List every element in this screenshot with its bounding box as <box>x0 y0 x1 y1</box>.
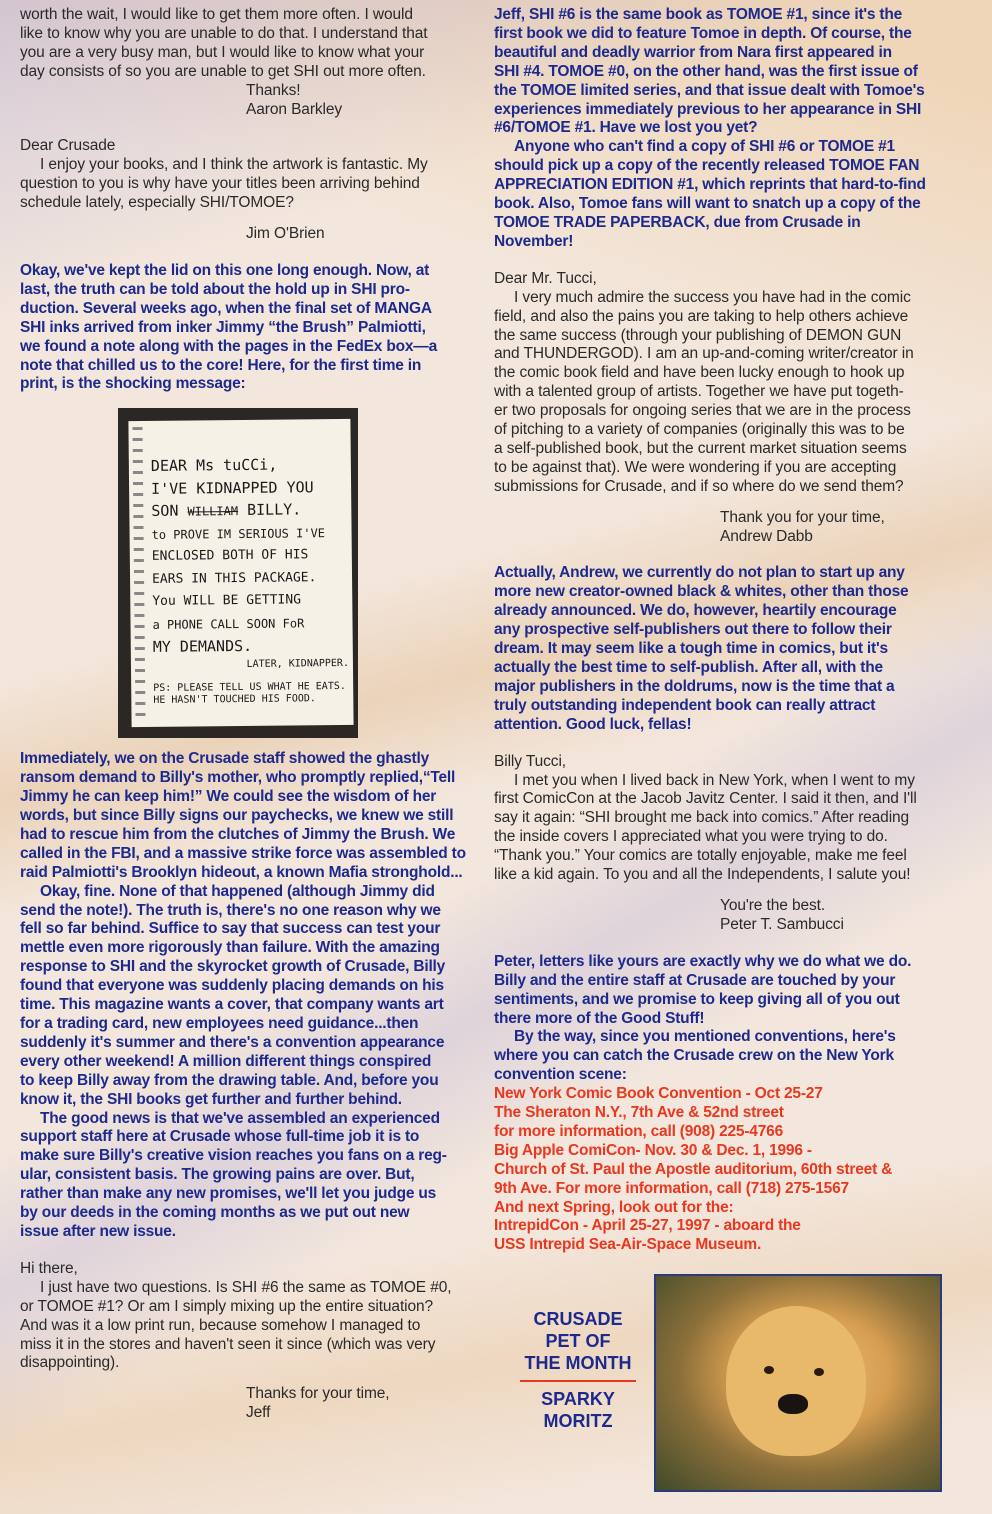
note-line: SON <box>151 501 179 521</box>
letter-line: the comic book field and have been lucky enough to hook up <box>494 364 905 382</box>
note-line: You WILL BE GETTING <box>152 592 302 610</box>
letter-line: say it again: “SHI brought me back into comics.” After reading <box>494 809 910 827</box>
reply-line: Okay, we've kept the lid on this one long enough. Now, at <box>20 261 430 279</box>
reply-line: should pick up a copy of the recently released TOMOE FAN <box>494 157 920 175</box>
reply-line: SHI inks arrived from inker Jimmy “the Brush” Palmiotti, <box>20 318 426 336</box>
letter-line: miss it in the stores and haven't seen it since (which was very <box>20 1335 436 1353</box>
reply-line: sentiments, and we promise to keep giving all of you out <box>494 990 900 1008</box>
reply-line: truly outstanding independent book can really attract <box>494 696 876 714</box>
reply-line: where you can catch the Crusade crew on the New York <box>494 1047 894 1065</box>
signoff: Thank you for your time, <box>720 508 885 526</box>
letter-line: er two proposals for ongoing series that we are in the process <box>494 402 911 420</box>
letter-greeting: Hi there, <box>20 1259 78 1277</box>
event-line: 9th Ave. For more information, call (718) 275-1567 <box>494 1179 849 1197</box>
letter-line: I met you when I lived back in New York, when I went to my <box>514 771 915 789</box>
reply-note-intro <box>20 262 470 394</box>
event-line: Big Apple ComiCon- Nov. 30 & Dec. 1, 1996 - <box>494 1141 812 1159</box>
event-line: The Sheraton N.Y., 7th Ave & 52nd street <box>494 1104 784 1122</box>
letter-line: I very much admire the success you have had in the comic <box>514 288 911 306</box>
reply-line: Okay, fine. None of that happened (although Jimmy did <box>40 882 435 900</box>
letter-line: submissions for Crusade, and if so where do we send them? <box>494 477 904 495</box>
signoff: You're the best. <box>720 896 826 914</box>
letter-line: or TOMOE #1? Or am I simply mixing up the entire situation? <box>20 1297 434 1315</box>
reply-line: had to rescue him from the clutches of Jimmy the Brush. We <box>20 825 456 843</box>
letter-line: day consists of so you are unable to get SHI out more often. <box>20 62 426 80</box>
signature: Jeff <box>246 1404 271 1422</box>
reply-line: to keep Billy away from the drawing table. And, before you <box>20 1071 439 1089</box>
reply-line: experiences immediately previous to her appearance in SHI <box>494 100 922 118</box>
reply-line: mettle even more rigorously than failure. With the amazing <box>20 939 440 957</box>
dog-head <box>726 1306 866 1456</box>
reply-line: make sure Billy's creative vision reaches you fans on a reg- <box>20 1147 447 1165</box>
reply-line: send the note!). The truth is, there's no one reason why we <box>20 901 441 919</box>
pet-of-the-month <box>502 1274 942 1492</box>
letter-line: “Thank you.” Your comics are totally enjoyable, make me feel <box>494 847 907 865</box>
reply-line: #6/TOMOE #1. Have we lost you yet? <box>494 119 758 137</box>
letter-line: I enjoy your books, and I think the artwork is fantastic. My <box>40 156 428 174</box>
letter-greeting: Dear Crusade <box>20 137 116 155</box>
event-line: And next Spring, look out for the: <box>494 1198 734 1216</box>
letter-line: worth the wait, I would like to get them more often. I would <box>20 6 413 23</box>
reply-line: convention scene: <box>494 1066 627 1084</box>
reply-ransom-story <box>20 750 470 1242</box>
reply-line: note that chilled us to the core! Here, for the first time in <box>20 356 422 374</box>
note-line: MY DEMANDS. <box>152 637 253 657</box>
dog-nose <box>778 1394 808 1414</box>
reply-line: Actually, Andrew, we currently do not plan to start up any <box>494 564 905 582</box>
reply-line: response to SHI and the skyrocket growth of Crusade, Billy <box>20 958 446 976</box>
reply-line: already announced. We do, however, heartily encourage <box>494 602 897 620</box>
ransom-note-image <box>118 408 358 738</box>
note-line: a PHONE CALL SOON FoR <box>152 616 305 632</box>
pet-title-line: PET OF <box>545 1331 611 1351</box>
reply-line: issue after new issue. <box>20 1222 176 1240</box>
letter-andrew-dabb <box>494 270 940 547</box>
reply-peter <box>494 953 940 1085</box>
reply-line: there more of the Good Stuff! <box>494 1009 705 1027</box>
signoff: Thanks for your time, <box>246 1385 390 1403</box>
letter-jim-obrien <box>20 137 470 244</box>
reply-line: SHI #4. TOMOE #0, on the other hand, was the first issue of <box>494 62 918 80</box>
letter-line: like to know why you are unable to do that. I understand that <box>20 24 428 42</box>
reply-line: Jeff, SHI #6 is the same book as TOMOE #1, since it's the <box>494 6 903 23</box>
letter-line: And was it a low print run, because somehow I managed to <box>20 1316 421 1334</box>
event-line: USS Intrepid Sea-Air-Space Museum. <box>494 1236 762 1254</box>
dog-eye <box>814 1368 824 1376</box>
reply-line: called in the FBI, and a massive strike force was assembled to <box>20 844 466 862</box>
pet-title-line: THE MONTH <box>524 1353 632 1373</box>
reply-line: suddenly it's summer and there's a convention appearance <box>20 1033 445 1051</box>
pet-title <box>512 1308 644 1432</box>
reply-line: first book we did to feature Tomoe in depth. Of course, the <box>494 24 912 42</box>
reply-line: any prospective self-publishers out there to follow their <box>494 621 892 639</box>
letter-line: question to you is why have your titles been arriving behind <box>20 175 420 193</box>
event-line: New York Comic Book Convention - Oct 25-27 <box>494 1085 823 1103</box>
right-column <box>494 6 940 1255</box>
note-line: BILLY. <box>246 500 302 520</box>
signature: Aaron Barkley <box>246 100 343 118</box>
letter-line: I just have two questions. Is SHI #6 the same as TOMOE #0, <box>40 1278 452 1296</box>
convention-list <box>494 1085 940 1255</box>
note-ps: PS: PLEASE TELL US WHAT HE EATS. HE HASN'T TOUCHED HIS FOOD. <box>153 681 346 707</box>
letter-greeting: Dear Mr. Tucci, <box>494 269 597 287</box>
left-column <box>20 6 470 1423</box>
note-line: I'VE KIDNAPPED YOU <box>151 478 314 498</box>
letter-line: first ComicCon at the Jacob Javitz Center. I said it then, and I'll <box>494 790 917 808</box>
reply-line: by our deeds in the coming months as we put out new <box>20 1204 410 1222</box>
reply-line: support staff here at Crusade whose full-time job it is to <box>20 1128 420 1146</box>
letter-line: with a talented group of artists. Together we have put togeth- <box>494 383 904 401</box>
note-line: to PROVE IM SERIOUS I'VE <box>151 525 326 542</box>
reply-line: Billy and the entire staff at Crusade are touched by your <box>494 971 896 989</box>
reply-line: print, is the shocking message: <box>20 375 246 393</box>
reply-line: attention. Good luck, fellas! <box>494 715 692 733</box>
letter-line: disappointing). <box>20 1354 120 1372</box>
reply-line: duction. Several weeks ago, when the final set of MANGA <box>20 299 432 317</box>
reply-line: APPRECIATION EDITION #1, which reprints that hard-to-find <box>494 176 926 194</box>
reply-line: TOMOE TRADE PAPERBACK, due from Crusade in November! <box>494 213 861 250</box>
reply-line: Anyone who can't find a copy of SHI #6 or TOMOE #1 <box>514 138 895 156</box>
letter-greeting: Billy Tucci, <box>494 752 567 770</box>
signoff: Thanks! <box>246 81 301 99</box>
ransom-note-paper <box>128 419 353 727</box>
event-line: Church of St. Paul the Apostle auditorium, 60th street & <box>494 1160 893 1178</box>
reply-line: beautiful and deadly warrior from Nara first appeared in <box>494 43 892 61</box>
pet-divider <box>520 1380 636 1382</box>
note-line: EARS IN THIS PACKAGE. <box>151 570 317 587</box>
dog-eye <box>764 1366 774 1374</box>
pet-name-line: MORITZ <box>543 1411 613 1431</box>
reply-line: ransom demand to Billy's mother, who promptly replied,“Tell <box>20 769 456 787</box>
signature: Andrew Dabb <box>720 527 813 545</box>
note-signature: LATER, KIDNAPPER. <box>246 657 350 670</box>
letter-line: you are a very busy man, but I would like to know what your <box>20 43 425 61</box>
letter-line: field, and also the pains you are taking to help others achieve <box>494 307 909 325</box>
pet-name-line: SPARKY <box>541 1389 615 1409</box>
letter-line: the inside covers I appreciated what you were trying to do. <box>494 828 888 846</box>
note-struck-word: WILLIAM <box>187 504 239 519</box>
dog-photo <box>654 1274 942 1492</box>
reply-line: actually the best time to self-publish. After all, with the <box>494 659 883 676</box>
reply-line: words, but since Billy signs our paychecks, we knew we still <box>20 807 454 825</box>
reply-line: know it, the SHI books get further and further behind. <box>20 1090 402 1108</box>
letter-line: a self-published book, but the current market situation seems <box>494 439 907 457</box>
reply-line: Immediately, we on the Crusade staff showed the ghastly <box>20 750 430 768</box>
pet-title-line: CRUSADE <box>533 1309 623 1329</box>
event-line: for more information, call (908) 225-4766 <box>494 1122 783 1140</box>
letter-line: schedule lately, especially SHI/TOMOE? <box>20 194 294 212</box>
reply-line: Jimmy he can keep him!” We could see the wisdom of her <box>20 788 437 806</box>
reply-line: rather than make any new promises, we'll let you judge us <box>20 1185 437 1203</box>
reply-line: ular, consistent basis. The growing pains are over. But, <box>20 1166 415 1184</box>
reply-line: fell so far behind. Suffice to say that success can test your <box>20 920 441 938</box>
letter-line: like a kid again. To you and all the Independents, I salute you! <box>494 866 911 884</box>
letter-line: and THUNDERGOD). I am an up-and-coming writer/creator in <box>494 345 914 363</box>
reply-shi-tomoe <box>494 6 940 252</box>
reply-line: last, the truth can be told about the hold up in SHI pro- <box>20 280 410 298</box>
letter-line: the same success (through your publishing of DEMON GUN <box>494 326 902 344</box>
reply-line: Peter, letters like yours are exactly why we do what we do. <box>494 952 912 970</box>
letter-peter-sambucci <box>494 753 940 935</box>
reply-line: major publishers in the doldrums, now is the time that a <box>494 677 895 695</box>
reply-line: By the way, since you mentioned conventions, here's <box>514 1028 896 1046</box>
reply-line: The good news is that we've assembled an experienced <box>40 1109 440 1127</box>
reply-line: we found a note along with the pages in the FedEx box—a <box>20 337 438 355</box>
reply-line: dream. It may seem like a tough time in comics, but it's <box>494 640 888 658</box>
signature: Jim O'Brien <box>246 225 325 243</box>
reply-line: more new creator-owned black & whites, other than those <box>494 583 909 601</box>
signature: Peter T. Sambucci <box>720 915 844 933</box>
reply-line: every other weekend! A million different things conspired <box>20 1052 432 1070</box>
letter-aaron-barkley <box>20 6 470 119</box>
reply-line: for a trading card, new employees need guidance...then <box>20 1015 419 1032</box>
reply-andrew <box>494 564 940 734</box>
reply-line: raid Palmiotti's Brooklyn hideout, a known Mafia stronghold... <box>20 863 463 881</box>
event-line: IntrepidCon - April 25-27, 1997 - aboard the <box>494 1217 801 1235</box>
letter-line: to be against that). We were wondering if you are accepting <box>494 458 897 476</box>
note-line: DEAR Ms tuCCi, <box>150 455 278 476</box>
note-line: ENCLOSED BOTH OF HIS <box>151 547 309 565</box>
reply-line: found that everyone was suddenly placing demands on his <box>20 977 444 995</box>
reply-line: book. Also, Tomoe fans will want to snatch up a copy of the <box>494 195 921 213</box>
letter-line: of pitching to a variety of companies (originally this was to be <box>494 421 905 439</box>
reply-line: the TOMOE limited series, and that issue dealt with Tomoe's <box>494 81 925 99</box>
notebook-holes <box>132 427 145 721</box>
letter-jeff <box>20 1260 470 1423</box>
reply-line: time. This magazine wants a cover, that company wants art <box>20 996 444 1014</box>
